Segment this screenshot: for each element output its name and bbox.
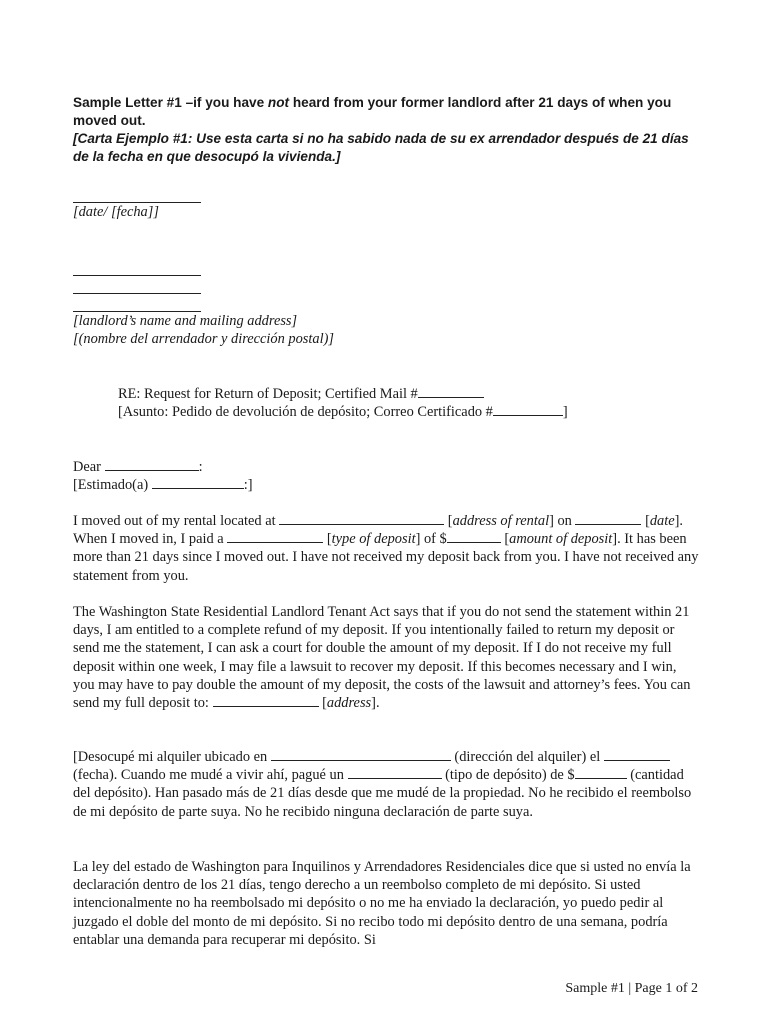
date-block	[73, 185, 703, 221]
landlord-label-spanish: [(nombre del arrendador y dirección postal)]	[73, 331, 334, 348]
date-hint: date	[649, 513, 675, 529]
amount-blank	[447, 530, 501, 543]
address-blank-line-3	[73, 294, 201, 312]
landlord-label-english: [landlord’s name and mailing address]	[73, 313, 298, 329]
move-out-date-blank	[575, 512, 641, 525]
subject-english	[118, 385, 718, 403]
cantidad-blank	[575, 766, 627, 779]
p1-of: ] of $	[415, 531, 447, 548]
address-hint: address	[326, 695, 372, 712]
landlord-address-block	[73, 258, 703, 348]
paragraph-spanish-1	[73, 748, 701, 821]
address-of-rental-hint: address of rental	[452, 513, 550, 529]
p3-tipo: (tipo de depósito) de $	[441, 767, 575, 784]
subject-english-text: RE: Request for Return of Deposit; Certified Mail #	[118, 386, 418, 402]
p1-bracket4: [	[500, 531, 510, 548]
tipo-deposito-blank	[348, 766, 442, 779]
send-address-blank	[213, 694, 319, 707]
page-footer: Sample #1 | Page 1 of 2	[565, 981, 698, 996]
p2-text: The Washington State Residential Landlord Tenant Act says that if you do not send the statement within 21 days, I am entitled to a complete refund of my deposit. If you intentionally failed to return my deposit or send me the statement, I can ask a court for double the amount of my deposit. If I do not receive my full deposit within one week, I may file a lawsuit to recover my deposit. If this becomes necessary and I win, you may have to pay double the amount of my deposit, the costs of the lawsuit and attorney’s fees. You can send my full deposit to:	[73, 604, 691, 712]
fecha-blank	[604, 748, 670, 761]
salutation-name-blank	[105, 458, 199, 471]
salutation	[73, 458, 703, 494]
heading-spanish: [Carta Ejemplo #1: Use esta carta si no ha sabido nada de su ex arrendador después de 21 días de la fecha en que desocupó la vivienda.]	[73, 131, 689, 164]
paragraph-english-1	[73, 512, 701, 585]
type-of-deposit-hint: type of deposit	[331, 531, 416, 548]
subject-spanish-close: ]	[562, 404, 568, 421]
p3-direccion: (dirección del alquiler) el	[450, 749, 604, 765]
salutation-dear: Dear	[73, 459, 101, 475]
heading-english	[73, 94, 698, 130]
p1-bracket3: [	[323, 531, 332, 548]
salutation-english	[73, 458, 703, 476]
address-blank-line-1	[73, 258, 201, 276]
heading-text: Sample Letter #1 –if you have	[73, 95, 268, 110]
paragraph-spanish-2: La ley del estado de Washington para Inquilinos y Arrendadores Residenciales dice que si usted no envía la declaración dentro de los 21 días, tengo derecho a un reembolso completo de mi depósito. Si usted intencionalmente no ha reembolsado mi depósito o no me ha enviado la declaración, yo puedo pedir al juzgado el doble del monto de mi depósito. Si no recibo todo mi depósito dentro de una semana, podría entablar una demanda para recuperar mi depósito. Si	[73, 859, 691, 948]
type-of-deposit-blank	[227, 530, 323, 543]
p1-on: ] on	[549, 513, 576, 529]
subject-line	[118, 385, 718, 421]
p1-text-end: ]. It has been more than 21 days since I moved out. I have not received my deposit back from you. I have not received any statement from you.	[73, 531, 699, 584]
p3-text-end: (cantidad del depósito). Han pasado más de 21 días desde que me mudé de la propiedad. No he recibido el reembolso de mi depósito de parte suya. No he recibido ninguna declaración de parte suya.	[73, 767, 692, 820]
certified-mail-blank	[418, 385, 484, 398]
p3-text: [Desocupé mi alquiler ubicado en	[73, 749, 271, 765]
p1-paid: ]. When I moved in, I paid a	[73, 513, 684, 548]
address-of-rental-blank	[279, 512, 444, 525]
p2-close: ].	[371, 695, 380, 712]
p1-text: I moved out of my rental located at	[73, 513, 280, 529]
certified-mail-blank-es	[493, 403, 563, 416]
direccion-blank	[271, 748, 451, 761]
date-blank-line	[73, 185, 201, 203]
amount-of-deposit-hint: amount of deposit	[509, 531, 613, 548]
p2-bracket: [	[318, 695, 327, 712]
salutation-spanish	[73, 476, 703, 494]
subject-spanish	[118, 403, 718, 421]
salutation-colon-es: :]	[243, 477, 253, 494]
salutation-estimado: [Estimado(a)	[73, 477, 149, 494]
p3-fecha: (fecha). Cuando me mudé a vivir ahí, pagué un	[73, 767, 348, 784]
date-label: [date/ [fecha]]	[73, 204, 159, 220]
heading-text-end: heard from your former landlord after 21 days of when you moved out.	[73, 95, 672, 128]
subject-spanish-text: [Asunto: Pedido de devolución de depósito; Correo Certificado #	[118, 404, 493, 421]
heading-not-emphasis: not	[267, 95, 290, 110]
salutation-name-blank-es	[152, 476, 244, 489]
paragraph-english-2	[73, 603, 701, 712]
address-blank-line-2	[73, 276, 201, 294]
p1-bracket2: [	[645, 513, 650, 529]
salutation-colon: :	[198, 459, 203, 475]
p1-bracket: [	[444, 513, 453, 529]
